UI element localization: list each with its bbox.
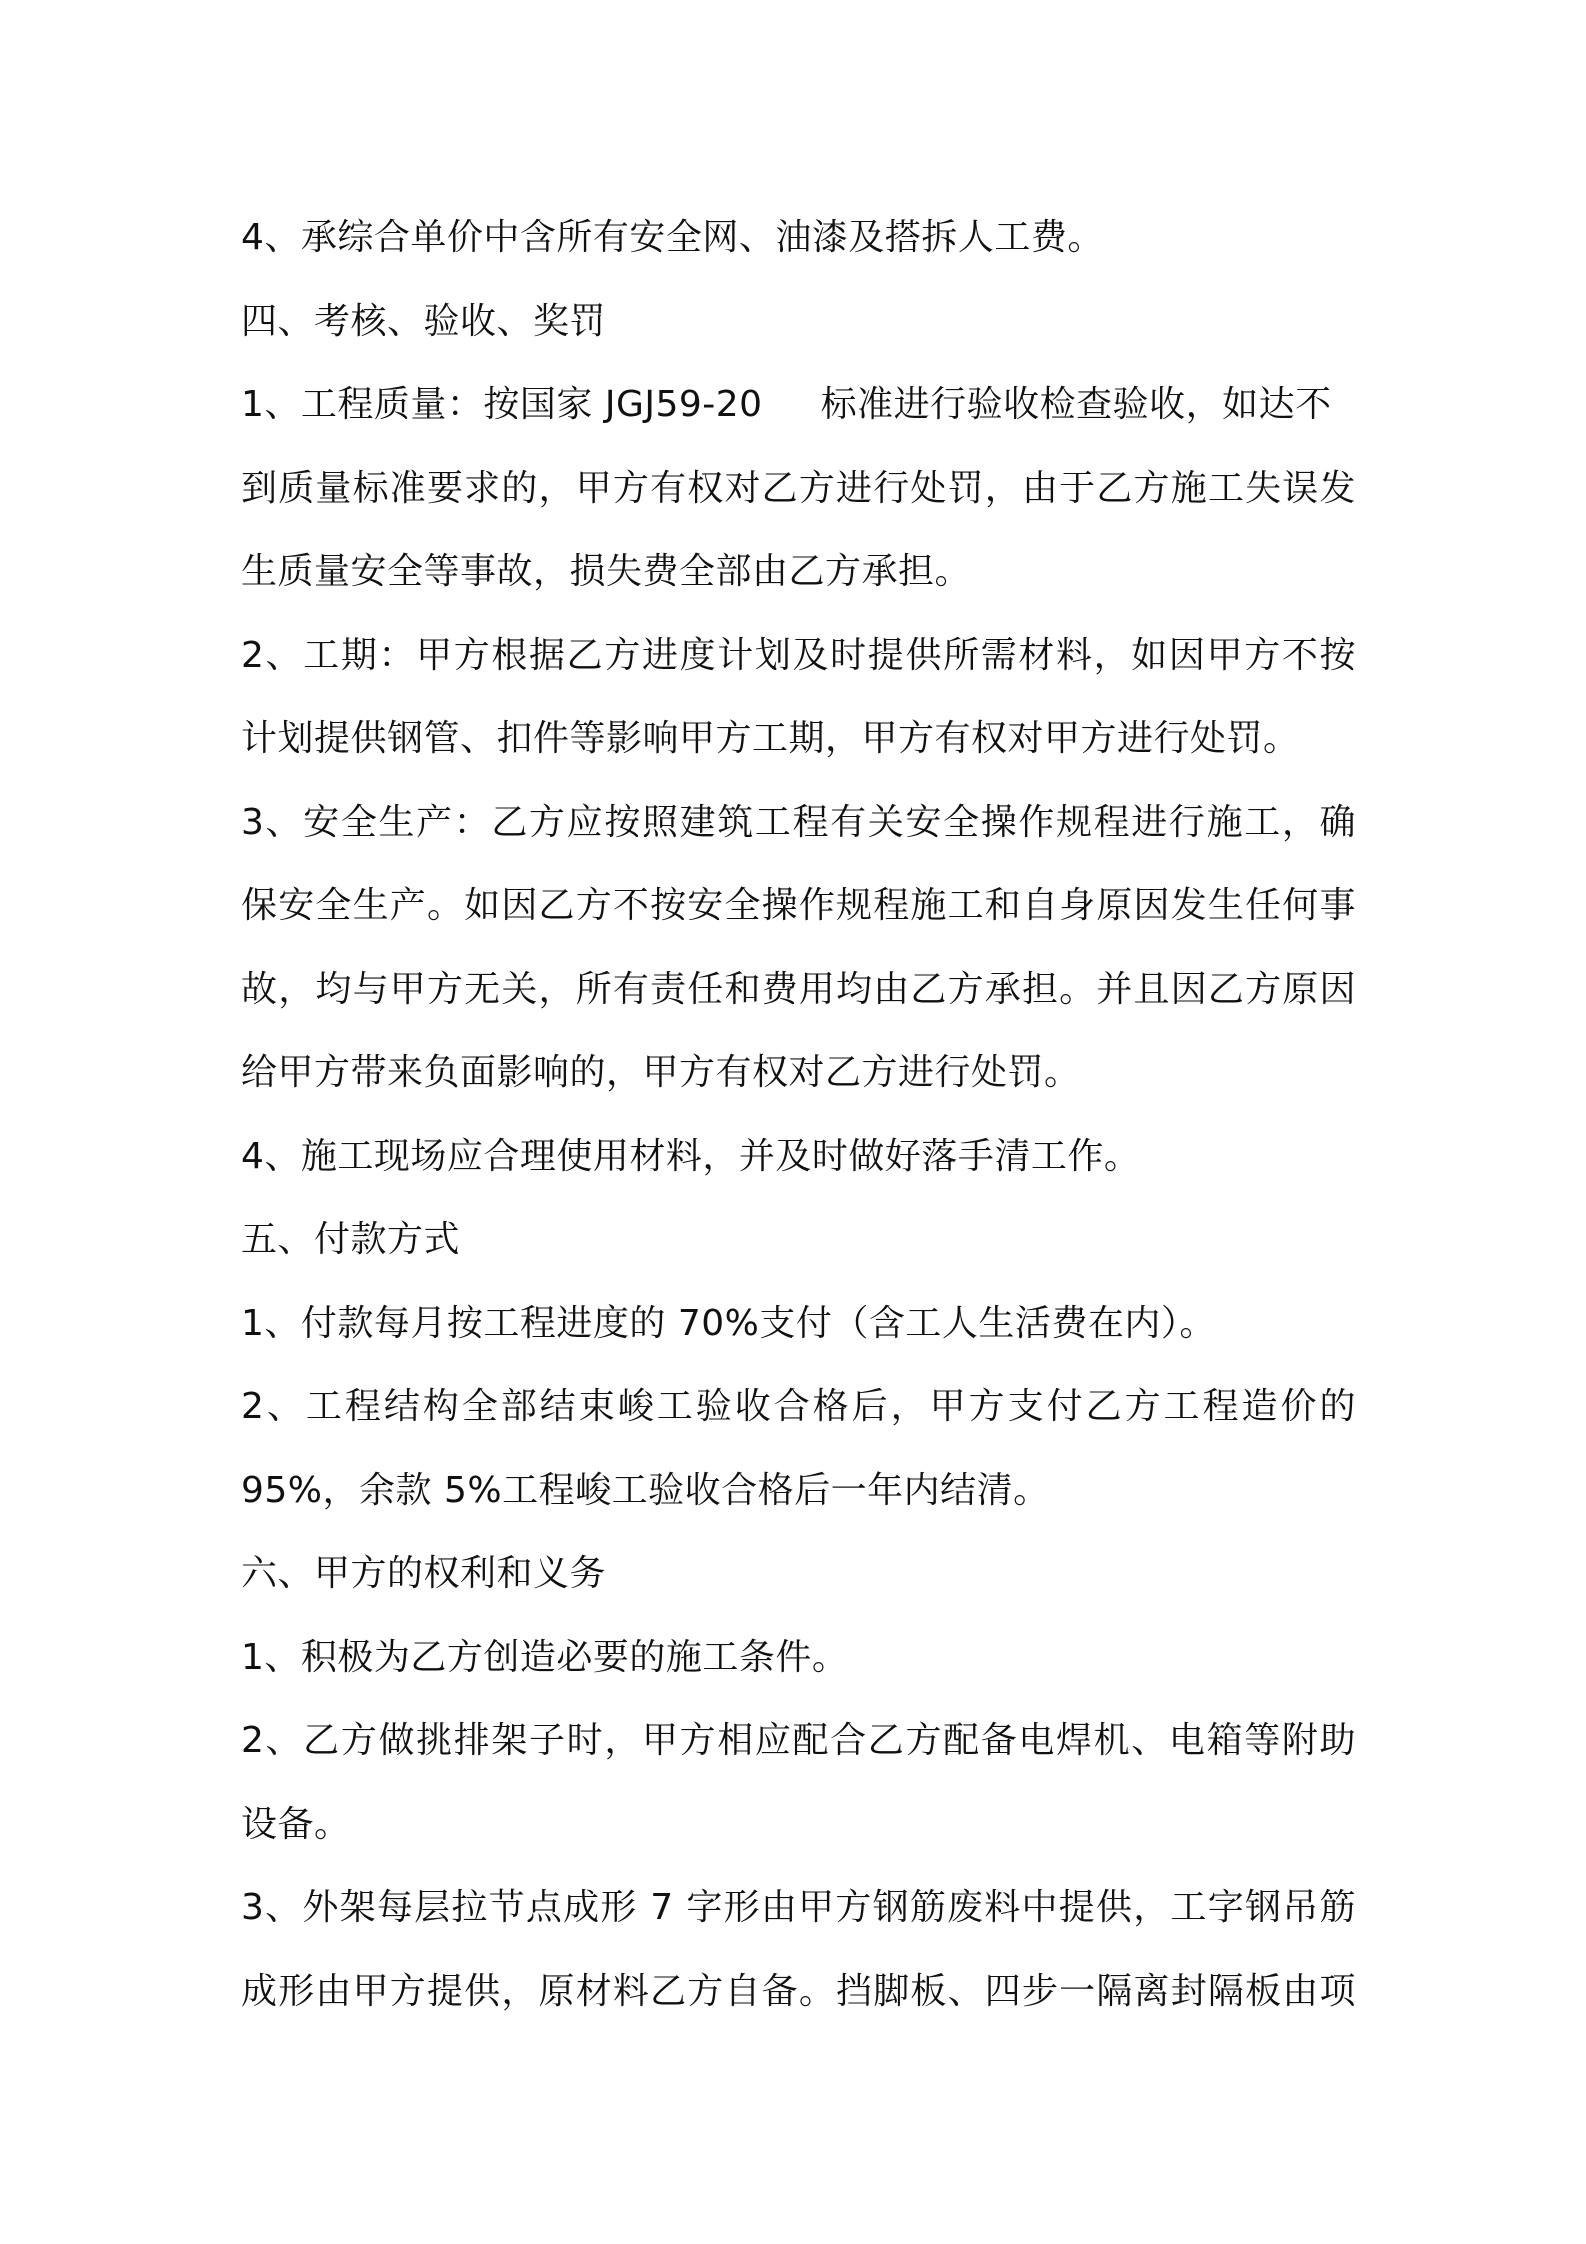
text-line: 生质量安全等事故，损失费全部由乙方承担。 bbox=[241, 551, 972, 592]
section-heading: 五、付款方式 bbox=[241, 1219, 461, 1260]
text-line: 给甲方带来负面影响的，甲方有权对乙方进行处罚。 bbox=[241, 1052, 1081, 1093]
text-line: 保安全生产。如因乙方不按安全操作规程施工和自身原因发生任何事 bbox=[241, 885, 1356, 926]
text-line: 3、外架每层拉节点成形 7 字形由甲方钢筋废料中提供，工字钢吊筋 bbox=[241, 1887, 1356, 1928]
text-segment: 1、工程质量：按国家 JGJ59-20 bbox=[241, 384, 763, 425]
text-line: 到质量标准要求的，甲方有权对乙方进行处罚，由于乙方施工失误发 bbox=[241, 467, 1356, 509]
text-line: 3、安全生产：乙方应按照建筑工程有关安全操作规程进行施工，确 bbox=[241, 801, 1356, 843]
text-line: 设备。 bbox=[241, 1803, 351, 1845]
text-line: 1、积极为乙方创造必要的施工条件。 bbox=[241, 1636, 849, 1678]
text-line: 1、付款每月按工程进度的 70%支付（含工人生活费在内）。 bbox=[241, 1302, 1216, 1344]
document-body bbox=[241, 196, 1356, 2033]
text-line: 4、施工现场应合理使用材料，并及时做好落手清工作。 bbox=[241, 1135, 1141, 1177]
text-segment: 标准进行验收检查验收，如达不 bbox=[820, 384, 1332, 425]
section-heading: 四、考核、验收、奖罚 bbox=[241, 300, 607, 342]
text-line: 故，均与甲方无关，所有责任和费用均由乙方承担。并且因乙方原因 bbox=[241, 968, 1356, 1010]
section-heading: 六、甲方的权利和义务 bbox=[241, 1553, 607, 1594]
text-line: 4、承综合单价中含所有安全网、油漆及搭拆人工费。 bbox=[241, 217, 1104, 258]
text-line: 成形由甲方提供，原材料乙方自备。挡脚板、四步一隔离封隔板由项 bbox=[241, 1970, 1356, 2012]
text-line: 2、工期：甲方根据乙方进度计划及时提供所需材料，如因甲方不按 bbox=[241, 634, 1356, 676]
text-line: 2、工程结构全部结束峻工验收合格后，甲方支付乙方工程造价的 bbox=[241, 1386, 1356, 1427]
text-line bbox=[241, 363, 1356, 447]
text-line: 95%，余款 5%工程峻工验收合格后一年内结清。 bbox=[241, 1469, 1050, 1511]
text-line: 计划提供钢管、扣件等影响甲方工期，甲方有权对甲方进行处罚。 bbox=[241, 718, 1300, 759]
text-line: 2、乙方做挑排架子时，甲方相应配合乙方配备电焊机、电箱等附助 bbox=[241, 1720, 1356, 1761]
